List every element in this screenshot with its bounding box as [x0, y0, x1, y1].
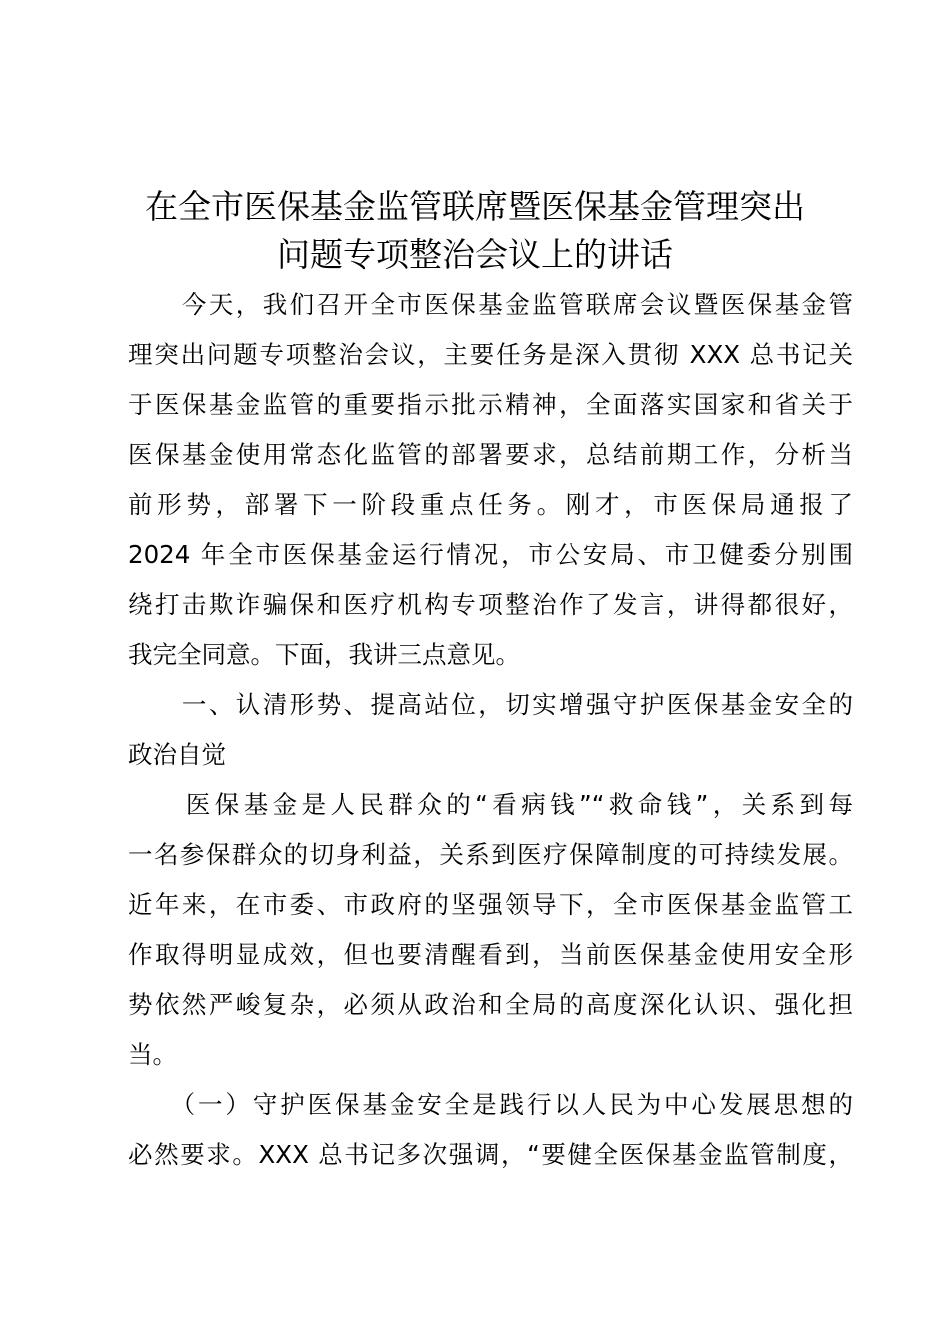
- paragraph-line: 一名参保群众的切身利益，关系到医疗保障制度的可持续发展。: [128, 840, 853, 869]
- section-heading-line: 政治自觉: [128, 740, 226, 769]
- paragraph-line: 势依然严峻复杂，必须从政治和全局的高度深化认识、强化担: [128, 990, 853, 1019]
- paragraph-line: （一）守护医保基金安全是践行以人民为中心发展思想的: [128, 1090, 853, 1119]
- document-title-line-1: 在全市医保基金监管联席暨医保基金管理突出: [145, 187, 805, 226]
- document-title-line-2: 问题专项整治会议上的讲话: [277, 235, 673, 274]
- paragraph-line: 必然要求。XXX 总书记多次强调，“要健全医保基金监管制度，: [128, 1140, 853, 1169]
- paragraph-line: 前形势，部署下一阶段重点任务。刚才，市医保局通报了: [128, 490, 853, 519]
- paragraph-line: 医保基金是人民群众的“看病钱”“救命钱”，关系到每: [128, 790, 853, 819]
- paragraph-line: 理突出问题专项整治会议，主要任务是深入贯彻 XXX 总书记关: [128, 340, 853, 369]
- paragraph-line: 今天，我们召开全市医保基金监管联席会议暨医保基金管: [128, 290, 853, 319]
- paragraph-line: 近年来，在市委、市政府的坚强领导下，全市医保基金监管工: [128, 890, 853, 919]
- paragraph-line: 2024 年全市医保基金运行情况，市公安局、市卫健委分别围: [128, 540, 853, 569]
- paragraph-line: 于医保基金监管的重要指示批示精神，全面落实国家和省关于: [128, 390, 853, 419]
- paragraph-line: 当。: [128, 1040, 177, 1069]
- paragraph-line: 作取得明显成效，但也要清醒看到，当前医保基金使用安全形: [128, 940, 853, 969]
- section-heading-line: 一、认清形势、提高站位，切实增强守护医保基金安全的: [128, 690, 853, 719]
- paragraph-line: 我完全同意。下面，我讲三点意见。: [128, 640, 520, 669]
- paragraph-line: 医保基金使用常态化监管的部署要求，总结前期工作，分析当: [128, 440, 853, 469]
- paragraph-line: 绕打击欺诈骗保和医疗机构专项整治作了发言，讲得都很好，: [128, 590, 853, 619]
